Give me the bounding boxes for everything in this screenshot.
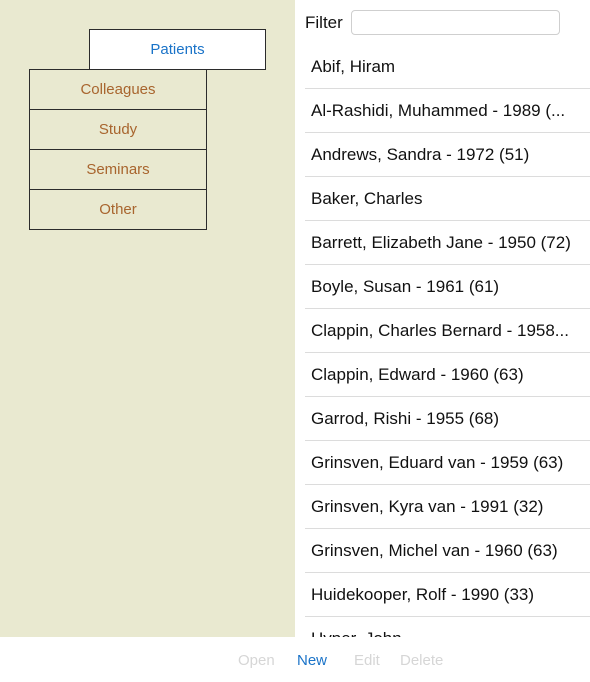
patient-row[interactable] (305, 45, 590, 89)
patient-row[interactable] (305, 573, 590, 617)
patient-name: Grinsven, Michel van - 1960 (63) (311, 540, 558, 560)
patient-row[interactable] (305, 485, 590, 529)
delete-button[interactable]: Delete (400, 652, 444, 669)
tab-seminars[interactable]: Seminars (29, 149, 207, 190)
open-button[interactable]: Open (238, 652, 275, 669)
patient-name: Clappin, Edward - 1960 (63) (311, 364, 524, 384)
bottom-toolbar (0, 637, 590, 682)
patient-list-panel (295, 0, 590, 637)
patient-name: Andrews, Sandra - 1972 (51) (311, 144, 530, 164)
patient-row[interactable] (305, 89, 590, 133)
patient-row[interactable] (305, 441, 590, 485)
patient-row[interactable] (305, 177, 590, 221)
patient-row[interactable] (305, 221, 590, 265)
new-button[interactable]: New (297, 652, 328, 669)
patient-name: Boyle, Susan - 1961 (61) (311, 276, 500, 296)
tab-colleagues[interactable]: Colleagues (29, 69, 207, 110)
tab-patients[interactable]: Patients (89, 29, 266, 70)
patient-name: Abif, Hiram (311, 56, 396, 76)
patient-name: Baker, Charles (311, 188, 423, 208)
patient-name: Clappin, Charles Bernard - 1958... (311, 320, 569, 340)
patient-row[interactable] (305, 309, 590, 353)
patient-name: Grinsven, Kyra van - 1991 (32) (311, 496, 544, 516)
patient-row[interactable] (305, 353, 590, 397)
edit-button[interactable]: Edit (354, 652, 380, 669)
patient-list[interactable] (305, 45, 590, 661)
patient-name: Grinsven, Eduard van - 1959 (63) (311, 452, 564, 472)
tab-stack (29, 69, 207, 230)
tab-study[interactable]: Study (29, 109, 207, 150)
sidebar-panel (0, 0, 295, 637)
patient-row[interactable] (305, 265, 590, 309)
patient-name: Al-Rashidi, Muhammed - 1989 (... (311, 100, 566, 120)
patient-name: Barrett, Elizabeth Jane - 1950 (72) (311, 232, 571, 252)
tab-other[interactable]: Other (29, 189, 207, 230)
patient-row[interactable] (305, 397, 590, 441)
filter-label: Filter (305, 13, 343, 32)
patient-name: Huidekooper, Rolf - 1990 (33) (311, 584, 535, 604)
filter-input[interactable] (351, 10, 560, 35)
patient-row[interactable] (305, 529, 590, 573)
patient-row[interactable] (305, 133, 590, 177)
patient-name: Garrod, Rishi - 1955 (68) (311, 408, 500, 428)
